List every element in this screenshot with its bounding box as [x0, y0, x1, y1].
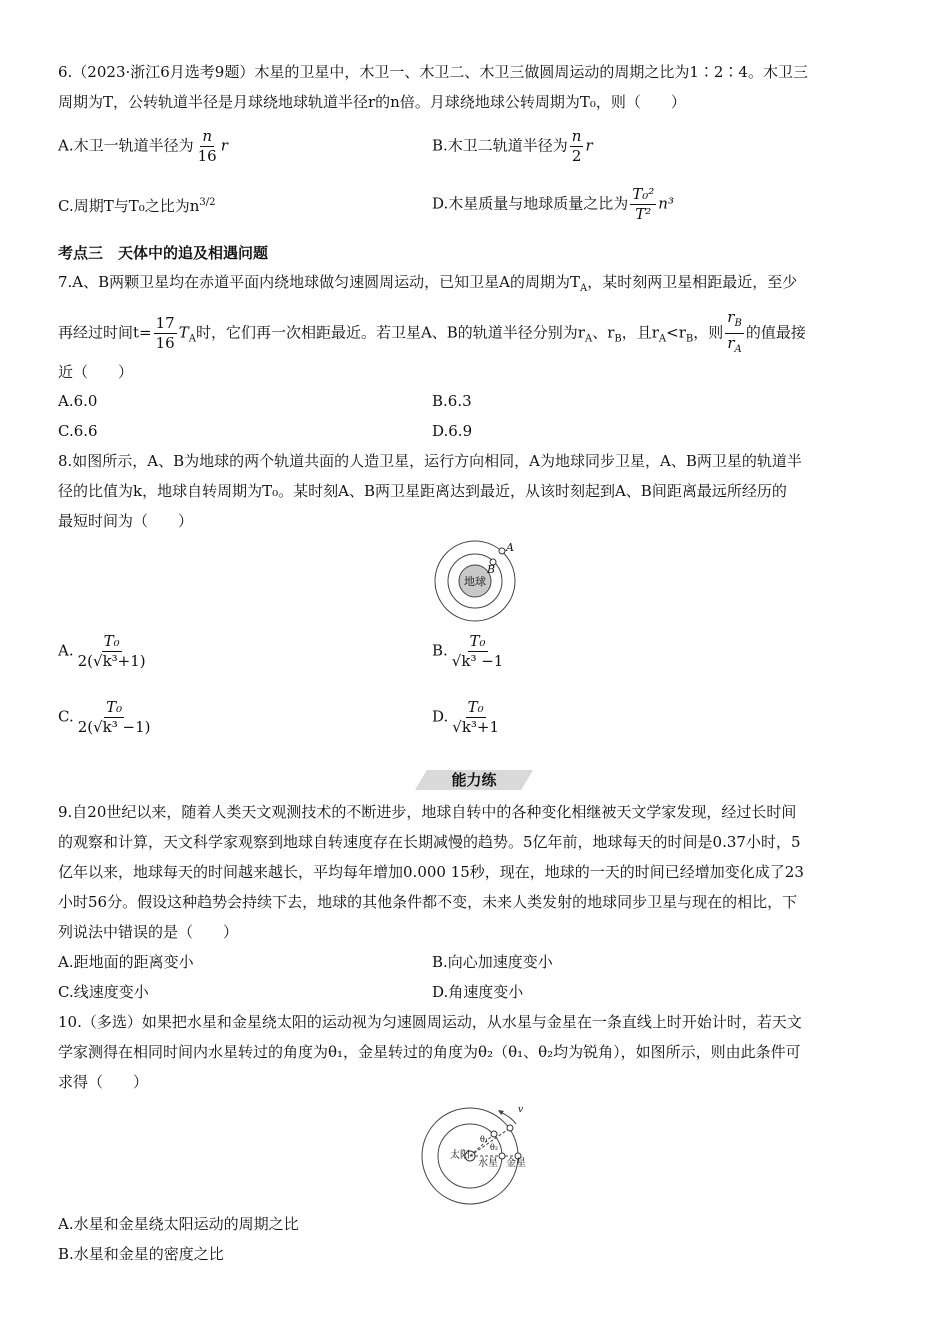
q8-orbit-diagram [425, 535, 525, 625]
label-sun: 太阳 [450, 1150, 470, 1161]
q6-option-d: D.木星质量与地球质量之比为 $\frac{\text{T₀²}}{\text{T²}}$ n³ [432, 185, 674, 223]
q10-option-a: A.水星和金星绕太阳运动的周期之比 [58, 1215, 299, 1233]
direction-arrowhead [498, 1110, 504, 1115]
venus-now [507, 1125, 513, 1131]
banner-title: 能力练 [451, 771, 497, 789]
q6-stem-line1: 6.（2023·浙江6月选考9题）木星的卫星中，木卫一、木卫二、木卫三做圆周运动的周期之比为1∶2∶4。木卫三 [58, 63, 808, 81]
q9-stem-line5: 列说法中错误的是（ ） [58, 923, 239, 941]
label-venus: 金星 [506, 1158, 526, 1169]
q7-option-c: C.6.6 [58, 422, 98, 440]
label-theta1: θ₁ [480, 1135, 489, 1144]
q8-option-d: D. $\frac{\text{T₀}}{\text{√k³+1}}$ [432, 698, 500, 736]
label-v: v [518, 1105, 524, 1115]
q8-stem-line3: 最短时间为（ ） [58, 512, 194, 530]
q9-stem-line1: 9.自20世纪以来，随着人类天文观测技术的不断进步，地球自转中的各种变化相继被天文学家发现，经过长时间 [58, 803, 797, 821]
q7-stem-line3: 近（ ） [58, 363, 134, 381]
q6-option-b: B.木卫二轨道半径为 $\frac{n}{2}$ r [432, 127, 593, 165]
q10-stem-line2: 学家测得在相同时间内水星转过的角度为θ₁，金星转过的角度为θ₂（θ₁、θ₂均为锐角），如图所示，则由此条件可 [58, 1043, 801, 1061]
section-heading: 考点三 天体中的追及相遇问题 [58, 244, 269, 262]
q9-stem-line3: 亿年以来，地球每天的时间越来越长，平均每年增加0.000 15秒，现在，地球的一天的时间已经增加变化成了23 [58, 863, 804, 881]
q8-option-b: B. $\frac{\text{T₀}}{\text{√k³ −1}}$ [432, 632, 504, 670]
q8-option-a: A. $\frac{\text{T₀}}{\text{2(√k³+1)}}$ [58, 632, 146, 670]
q8-stem-line1: 8.如图所示，A、B为地球的两个轨道共面的人造卫星，运行方向相同，A为地球同步卫星，A、B两卫星的轨道半 [58, 452, 802, 470]
q6-option-a: A.木卫一轨道半径为 $\frac{n}{16}$ r [58, 127, 228, 165]
q8-stem-line2: 径的比值为k，地球自转周期为T₀。某时刻A、B两卫星距离达到最近，从该时刻起到A、B间距离最远所经历的 [58, 482, 787, 500]
q9-option-d: D.角速度变小 [432, 983, 524, 1001]
q10-option-b: B.水星和金星的密度之比 [58, 1245, 224, 1263]
q7-option-b: B.6.3 [432, 392, 472, 410]
q9-stem-line2: 的观察和计算，天文科学家观察到地球自转速度存在长期减慢的趋势。5亿年前，地球每天的时间是0.37小时，5 [58, 833, 801, 851]
q10-stem-line3: 求得（ ） [58, 1073, 149, 1091]
q10-orbit-diagram [418, 1098, 538, 1206]
q6-option-c: C.周期T与T₀之比为$n^{3/2}$ [58, 197, 216, 215]
q10-stem-line1: 10.（多选）如果把水星和金星绕太阳的运动视为匀速圆周运动，从水星与金星在一条直线上时开始计时，若天文 [58, 1013, 802, 1031]
q7-option-d: D.6.9 [432, 422, 473, 440]
q7-stem-line1: 7.A、B两颗卫星均在赤道平面内绕地球做匀速圆周运动，已知卫星A的周期为$T_A$，某时刻两卫星相距最近，至少 [58, 273, 798, 294]
earth-label: 地球 [464, 575, 486, 588]
q9-option-a: A.距地面的距离变小 [58, 953, 194, 971]
q9-option-c: C.线速度变小 [58, 983, 149, 1001]
label-theta2: θ₂ [490, 1143, 499, 1152]
satellite-a [499, 548, 505, 554]
mercury-now [491, 1131, 497, 1137]
q9-option-b: B.向心加速度变小 [432, 953, 553, 971]
q8-option-c: C. $\frac{\text{T₀}}{\text{2(√k³ −1)}}$ [58, 698, 151, 736]
q9-stem-line4: 小时56分。假设这种趋势会持续下去，地球的其他条件都不变，未来人类发射的地球同步卫星与现在的相比，下 [58, 893, 798, 911]
direction-arrow [500, 1112, 516, 1124]
mercury-start [499, 1153, 505, 1159]
label-a: A [506, 541, 514, 554]
q7-option-a: A.6.0 [58, 392, 98, 410]
q7-stem-line2: 再经过时间t= $\frac{17}{16}$ $T_A$时，它们再一次相距最近。若卫星A、B的轨道半径分别为$r_A$、$r_B$，且$r_A<r_B$，则 $\frac{r_B}{r_A}$ 的值最接 [58, 308, 806, 355]
label-b: B [487, 563, 496, 576]
label-mercury: 水星 [478, 1158, 498, 1169]
q6-stem-line2: 周期为T，公转轨道半径是月球绕地球轨道半径r的n倍。月球绕地球公转周期为T₀，则（ ） [58, 93, 686, 111]
